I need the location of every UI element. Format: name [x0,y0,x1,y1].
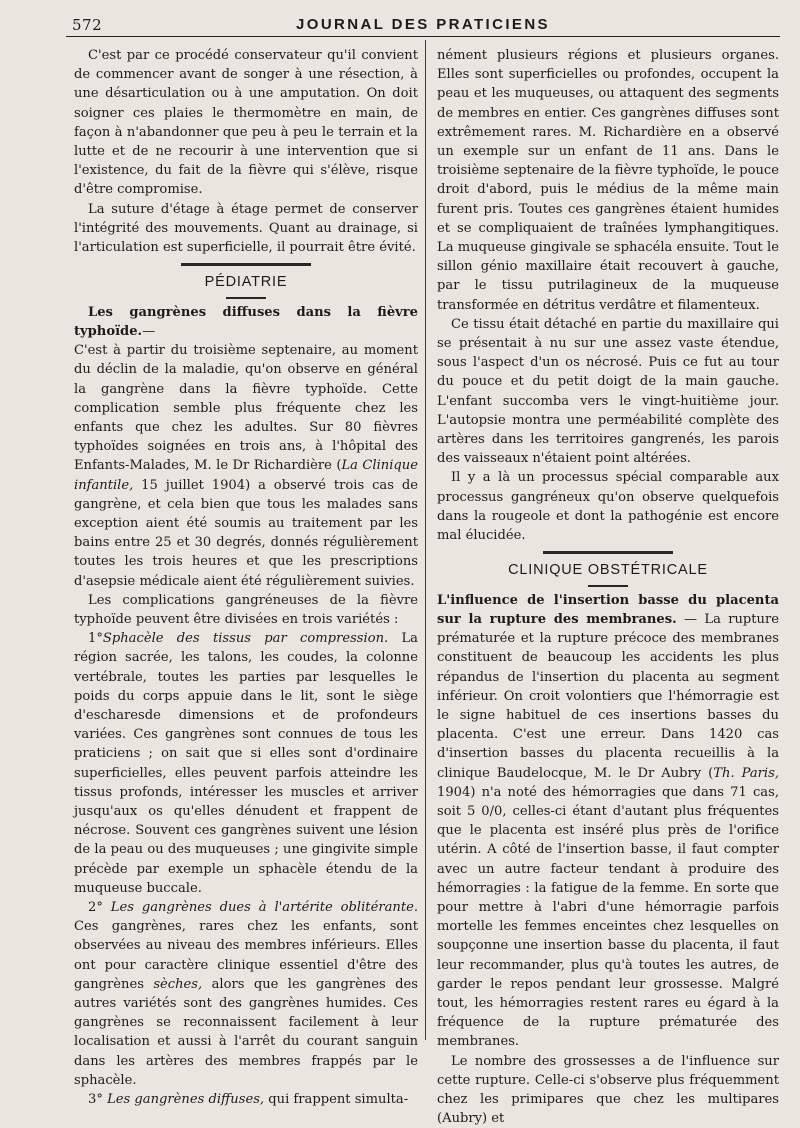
article-paragraph [74,303,418,341]
section-heading-pediatrie [74,263,418,299]
paragraph [74,629,418,898]
list-number: 1° [88,631,103,647]
page-number: 572 [72,16,103,34]
left-column [74,46,418,1109]
paragraph: La suture d'étage à étage permet de conserver l'intégrité des mouvements. Quant au drainage, si l'articulation est superficielle, il pourrait être évité. [74,201,418,256]
article-title: L'influence de l'insertion basse du placenta sur la rupture des membranes. [437,592,779,627]
text-run: qui frappent simulta- [264,1092,409,1108]
text-run: 1904) n'a noté des hémorragies que dans 71 cas, soit 5 0/0, celles-ci étant d'autant plus fréquentes que le placenta est inséré plus près de l'orifice utérin. A côté de l'insertion basse, il faut compter avec un autre facteur tendant à produire des hémorragies : la fatigue de la femme. En sorte que pour mettre à l'abri d'une hémorragie parfois mortelle les femmes enceintes chez lesquelles on soupçonne une insertion basse du placenta, il faut leur recommander, plus qu'à toutes les autres, de garder le repos pendant leur grossesse. Malgré tout, les hémorragies restent rares eu égard à la fréquence de la rupture prématurée des membranes. [437,784,779,1050]
list-title: Les gangrènes diffuses, [107,1092,265,1108]
paragraph: Les complications gangréneuses de la fièvre typhoïde peuvent être divisées en trois variétés : [74,592,418,627]
text-run: alors que les gangrènes des autres variétés sont des gangrènes humides. Ces gangrènes se reconnaissent facilement à leur localisation et aussi à l'arrêt du courant sanguin dans les artères des membres frappés par le sphacèle. [74,976,418,1088]
text-run: C'est à partir du troisième septenaire, au moment du déclin de la maladie, qu'on observe en général la gangrène dans la fièvre typhoïde. Cette complication semble plus fréquente chez les enfants que chez les adultes. Sur 80 fièvres typhoïdes soignées en trois ans, à l'hôpital des Enfants-Malades, M. le Dr Richardière ( [74,343,418,474]
article-paragraph [437,591,779,1052]
text-run: Ces gangrènes, rares chez les enfants, sont observées au niveau des membres inférieurs. Elles ont pour caractère clinique essentiel d'être des gangrènes [74,919,418,992]
paragraph: nément plusieurs régions et plusieurs organes. Elles sont superficielles ou profondes, occupent la peau et les muqueuses, ou attaquent des segments de membres en entier. Ces gangrènes diffuses sont extrêmement rares. M. Richardière en a observé un exemple sur un enfant de 11 ans. Dans le troisième septenaire de la fièvre typhoïde, le pouce droit d'abord, puis le médius de la même main furent pris. Toutes ces gangrènes étaient humides et se compliquaient de traînées lymphangitiques. La muqueuse gingivale se sphacéla ensuite. Tout le sillon génio maxillaire était recouvert à gauche, par le tissu putrilagineux de la muqueuse transformée en détritus verdâtre et filamenteux. [437,48,779,313]
paragraph: Le nombre des grossesses a de l'influence sur cette rupture. Celle-ci s'observe plus fréquemment chez les primipares que chez les multipares (Aubry) et [437,1053,779,1127]
emphasis: sèches, [153,976,203,992]
section-title: CLINIQUE OBSTÉTRICALE [508,562,708,579]
section-title: PÉDIATRIE [204,274,288,291]
journal-reference: La Clinique infantile, [74,458,418,493]
article-title: Les gangrènes diffuses dans la fièvre typhoïde. [74,304,418,339]
text-run: La rupture prématurée et la rupture précoce des membranes constituent de beaucoup les accidents les plus répandus de l'insertion du placenta au segment inférieur. On croit volontiers que l'hémorragie est le signe habituel de ces insertions basses du placenta. C'est une erreur. Dans 1420 cas d'insertion basses du placenta recueillis à la clinique Baudelocque, M. le Dr Aubry ( [437,611,779,781]
paragraph: Il y a là un processus spécial comparable aux processus gangréneux qu'on observe quelquefois dans la rougeole et dont la pathogénie est encore mal élucidée. [437,470,779,544]
list-number: 3° [88,1092,103,1108]
list-number: 2° [88,900,103,916]
paragraph: Ce tissu était détaché en partie du maxillaire qui se présentait à nu sur une assez vaste étendue, sous l'aspect d'un os nécrosé. Puis ce fut au tour du pouce et du petit doigt de la main gauche. L'enfant succomba vers le vingt-huitième jour. L'autopsie montra une perméabilité complète des artères dans les territoires gangrenés, les parois des vaisseaux n'étaient point altérées. [437,316,779,467]
paragraph [74,898,418,1090]
thesis-reference: Th. Paris, [713,765,779,781]
page-header [66,6,780,37]
section-rule [543,551,673,554]
text-run: La région sacrée, les talons, les coudes, la colonne vertébrale, toutes les parties par lesquelles le poids du corps appuie dans le lit, sont le siège d'escharesde dimensions et de profondeurs variées. Ces gangrènes sont connues de tous les praticiens ; on sait que si elles sont d'ordinaire superficielles, elles peuvent parfois atteindre les tissus profonds, intéresser les muscles et arriver jusqu'aux os qu'elles dénudent et frappent de nécrose. Souvent ces gangrènes suivent une lésion de la peau ou des muqueuses ; une gingivite simple précède par exemple un sphacèle étendu de la muqueuse buccale. [74,631,418,896]
section-rule [181,263,311,266]
section-heading-clinique [437,551,779,587]
text-run: 15 juillet 1904) a observé trois cas de gangrène, et cela bien que tous les malades sans exception aient été soumis au traitement par les bains entre 25 et 30 degrés, donnés régulièrement toutes les trois heures et que les prescriptions d'asepsie médicale aient été régulièrement suivies. [74,477,418,589]
section-rule-short [588,585,628,587]
section-rule-short [226,297,266,299]
paragraph: C'est par ce procédé conservateur qu'il convient de commencer avant de songer à une résection, à une désarticulation ou à une amputation. On doit soigner ces plaies le thermomètre en main, de façon à n'abandonner que peu à peu le terrain et la lutte et de ne recourir à une intervention que si l'existence, du fait de la fièvre qui s'élève, risque d'être compromise. [74,48,418,198]
article-dash: — [142,323,156,339]
list-title: Les gangrènes dues à l'artérite oblitérante. [110,900,418,916]
paragraph [74,341,418,591]
list-title: Sphacèle des tissus par compression. [102,631,389,647]
column-divider [425,40,426,1040]
journal-title: JOURNAL DES PRATICIENS [296,16,550,33]
article-dash: — [683,611,698,627]
paragraph [74,1090,418,1109]
right-column [437,46,779,1128]
